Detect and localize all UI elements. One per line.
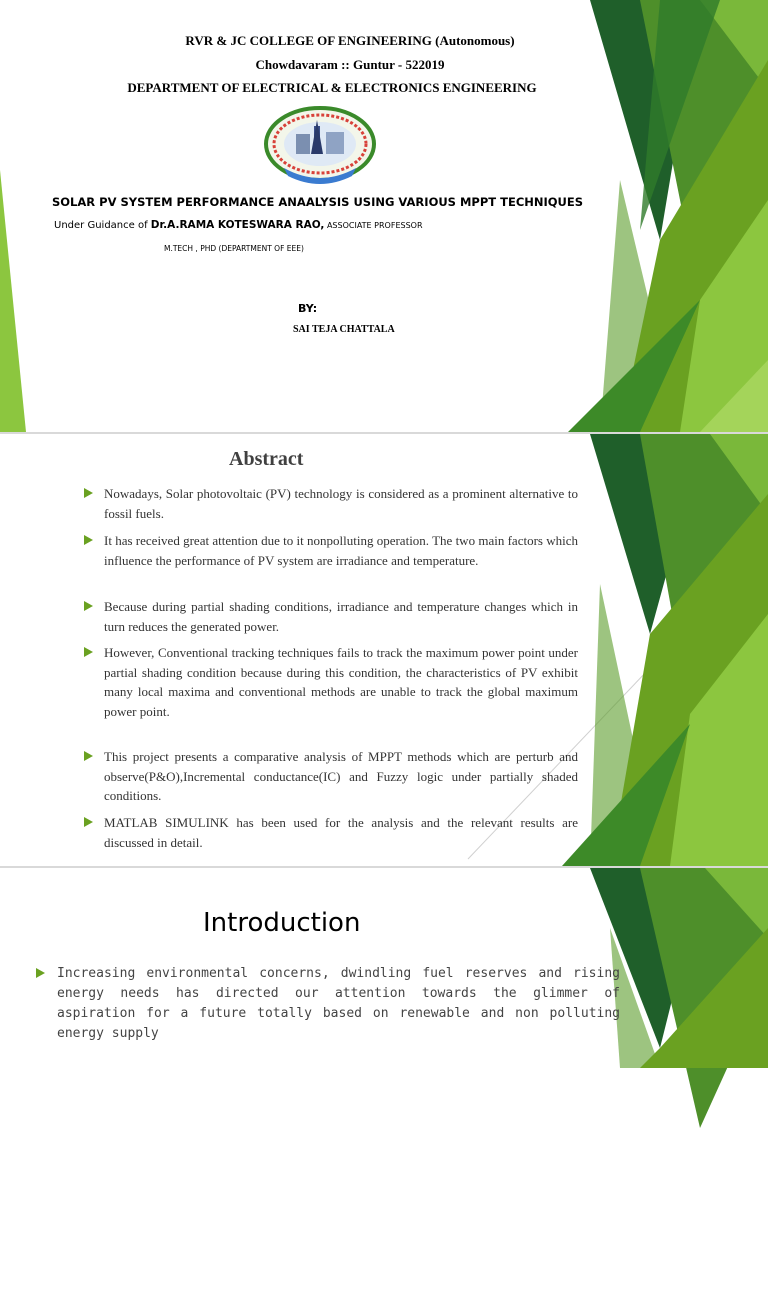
list-item: [84, 643, 578, 721]
slide-abstract: [0, 434, 768, 866]
bullet-arrow-icon: [84, 817, 93, 827]
guidance-prefix: Under Guidance of: [54, 220, 151, 231]
bullet-text: It has received great attention due to it nonpolluting operation. The two main factors which influence the performance of PV system are irradiance and temperature.: [104, 533, 578, 568]
college-name: RVR & JC COLLEGE OF ENGINEERING (Autonomous): [185, 33, 515, 48]
introduction-title: Introduction: [203, 908, 361, 938]
by-label: BY:: [298, 302, 318, 315]
list-item: [84, 813, 578, 852]
guide-qualifications: M.TECH , PHD (DEPARTMENT OF EEE): [164, 244, 304, 253]
slide-introduction: [0, 868, 768, 1041]
bullet-text: This project presents a comparative analysis of MPPT methods which are perturb and observe(P&O),Incremental conductance(IC) and Fuzzy logic under partially shaded conditions.: [104, 749, 578, 803]
bullet-arrow-icon: [84, 647, 93, 657]
college-logo-icon: [262, 106, 378, 188]
bullet-text: Increasing environmental concerns, dwindling fuel reserves and rising energy needs has directed our attention towards the glimmer of aspiration for a future totally based on renewable and non polluting energy supply: [57, 966, 620, 1041]
guide-role: ASSOCIATE PROFESSOR: [324, 221, 423, 230]
bullet-arrow-icon: [84, 535, 93, 545]
college-address: Chowdavaram :: Guntur - 522019: [255, 57, 445, 72]
bullet-text: Because during partial shading conditions, irradiance and temperature changes which in turn reduces the generated power.: [104, 599, 578, 634]
department-name: DEPARTMENT OF ELECTRICAL & ELECTRONICS ENGINEERING: [127, 80, 537, 95]
guidance-line: [54, 219, 423, 231]
list-item: [84, 747, 578, 806]
bullet-arrow-icon: [84, 488, 93, 498]
guide-name: Dr.A.RAMA KOTESWARA RAO,: [150, 219, 325, 231]
author-name: SAI TEJA CHATTALA: [293, 324, 395, 335]
list-item: [84, 531, 578, 570]
list-item: [84, 484, 578, 523]
green-decoration: [0, 868, 768, 1300]
list-item: [36, 964, 620, 1044]
project-title: SOLAR PV SYSTEM PERFORMANCE ANAALYSIS USING VARIOUS MPPT TECHNIQUES: [52, 195, 584, 209]
list-item: [84, 597, 578, 636]
bullet-text: However, Conventional tracking techniques fails to track the maximum power point under partial shading condition because during this condition, the characteristics of PV exhibit many local maxima and conventional methods are unable to track the global maximum power point.: [104, 645, 578, 719]
bullet-arrow-icon: [36, 968, 45, 978]
bullet-arrow-icon: [84, 751, 93, 761]
bullet-text: MATLAB SIMULINK has been used for the analysis and the relevant results are discussed in detail.: [104, 815, 578, 850]
slide-title: [0, 0, 768, 432]
bullet-text: Nowadays, Solar photovoltaic (PV) technology is considered as a prominent alternative to fossil fuels.: [104, 486, 578, 521]
abstract-title: Abstract: [229, 448, 304, 470]
bullet-arrow-icon: [84, 601, 93, 611]
